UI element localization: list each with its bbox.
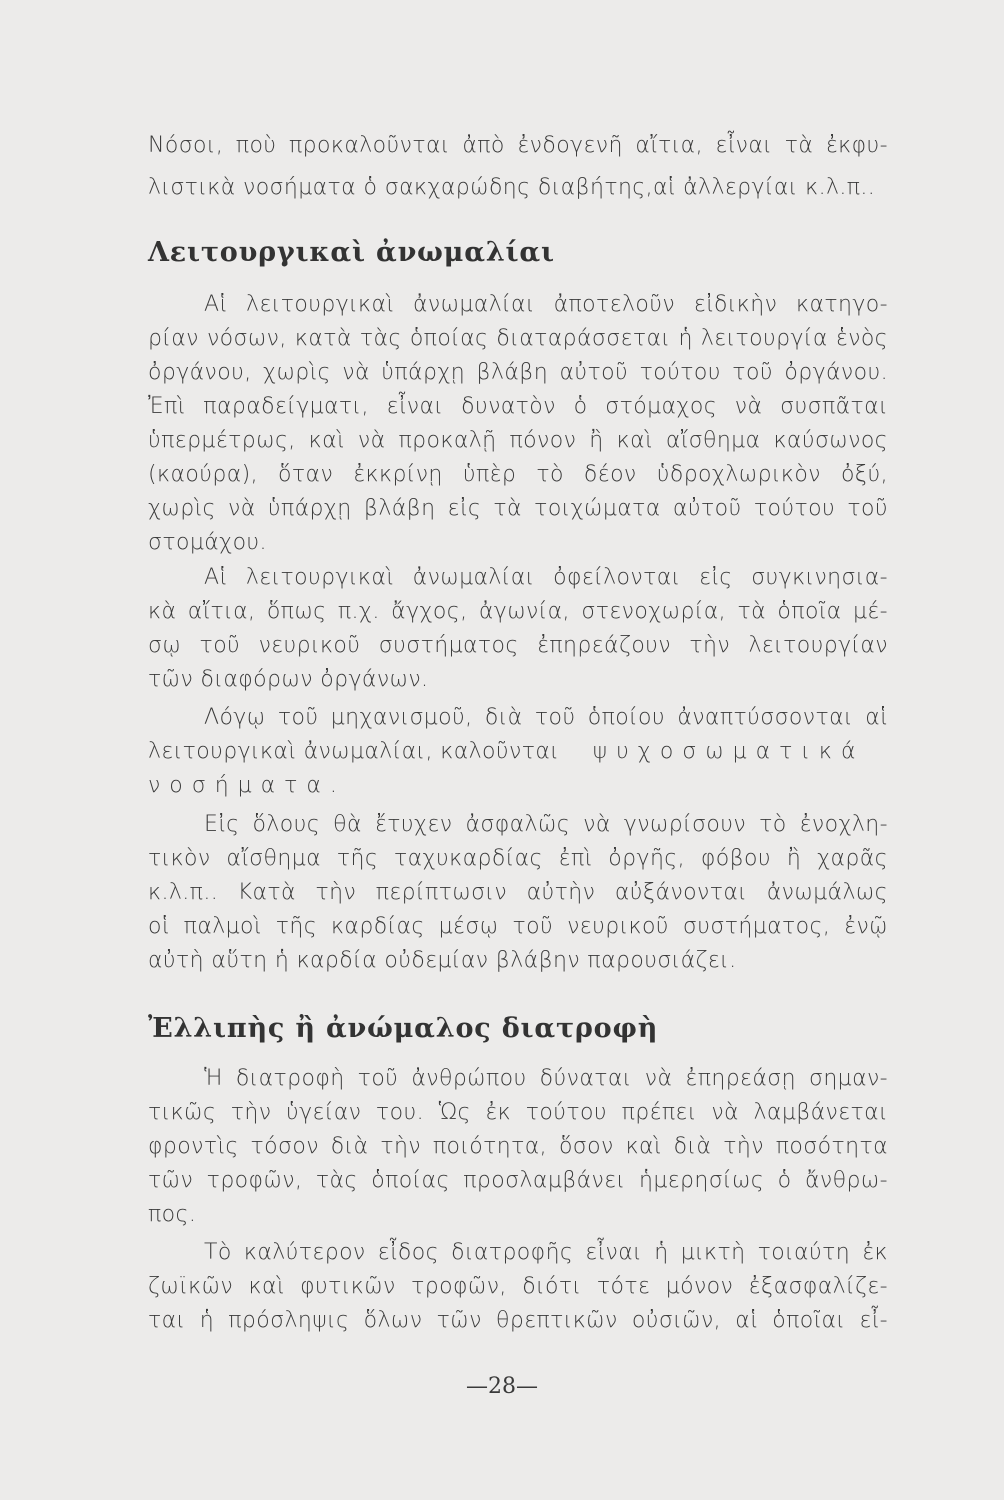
paragraph-line: Αἱ λειτουργικαὶ ἀνωμαλίαι ὀφείλονται εἰς συγκινησια-	[204, 565, 888, 590]
paragraph-line: οἱ παλμοὶ τῆς καρδίας μέσῳ τοῦ νευρικοῦ συστήματος, ἐνῷ	[148, 914, 888, 939]
intro-line-2: λιστικὰ νοσήματα ὁ σακχαρώδης διαβήτης,αἱ ἀλλεργίαι κ.λ.π..	[148, 175, 876, 200]
paragraph-line: φροντὶς τόσον διὰ τὴν ποιότητα, ὅσον καὶ διὰ τὴν ποσότητα	[148, 1134, 888, 1159]
paragraph-line: Λόγῳ τοῦ μηχανισμοῦ, διὰ τοῦ ὁποίου ἀναπτύσσονται αἱ	[204, 705, 888, 730]
paragraph-line: Τὸ καλύτερον εἶδος διατροφῆς εἶναι ἡ μικτὴ τοιαύτη ἐκ	[204, 1240, 888, 1265]
paragraph-line: Ἐπὶ παραδείγματι, εἶναι δυνατὸν ὁ στόμαχος νὰ συσπᾶται	[148, 394, 888, 419]
paragraph-text: λειτουργικαὶ ἀνωμαλίαι, καλοῦνται	[148, 739, 560, 764]
paragraph-line: ζωϊκῶν καὶ φυτικῶν τροφῶν, διότι τότε μόνον ἐξασφαλίζε-	[148, 1274, 888, 1299]
paragraph-line: χωρὶς νὰ ὑπάρχῃ βλάβη εἰς τὰ τοιχώματα αὐτοῦ τούτου τοῦ	[148, 496, 888, 521]
paragraph-line: τῶν τροφῶν, τὰς ὁποίας προσλαμβάνει ἡμερησίως ὁ ἄνθρω-	[148, 1168, 888, 1193]
paragraph-line: Αἱ λειτουργικαὶ ἀνωμαλίαι ἀποτελοῦν εἰδικὴν κατηγο-	[204, 292, 888, 317]
emphasized-term: ψυχοσωματικά	[592, 739, 865, 764]
paragraph-line: τικῶς τὴν ὑγείαν του. Ὡς ἐκ τούτου πρέπει νὰ λαμβάνεται	[148, 1100, 888, 1125]
paragraph-line: κὰ αἴτια, ὅπως π.χ. ἄγχος, ἀγωνία, στενοχωρία, τὰ ὁποῖα μέ-	[148, 599, 888, 624]
section-heading-functional-anomalies: Λειτουργικαὶ ἀνωμαλίαι	[148, 237, 555, 268]
emphasized-term-continued: νοσήματα.	[148, 773, 346, 798]
paragraph-line: (καούρα), ὅταν ἐκκρίνῃ ὑπὲρ τὸ δέον ὑδροχλωρικὸν ὀξύ,	[148, 462, 888, 487]
intro-line-1: Νόσοι, ποὺ προκαλοῦνται ἀπὸ ἐνδογενῆ αἴτια, εἶναι τὰ ἐκφυ-	[148, 133, 888, 158]
paragraph-line: ὑπερμέτρως, καὶ νὰ προκαλῇ πόνον ἢ καὶ αἴσθημα καύσωνος	[148, 428, 888, 453]
paragraph-line: Ἡ διατροφὴ τοῦ ἀνθρώπου δύναται νὰ ἐπηρεάσῃ σημαν-	[204, 1066, 888, 1091]
paragraph-line: πος.	[148, 1202, 197, 1227]
paragraph-line: ται ἡ πρόσληψις ὅλων τῶν θρεπτικῶν οὐσιῶν, αἱ ὁποῖαι εἶ-	[148, 1308, 888, 1333]
paragraph-line: ὀργάνου, χωρὶς νὰ ὑπάρχῃ βλάβη αὐτοῦ τούτου τοῦ ὀργάνου.	[148, 360, 888, 385]
section-heading-nutrition: Ἐλλιπὴς ἢ ἀνώμαλος διατροφὴ	[148, 1013, 659, 1044]
page-number: —28—	[466, 1374, 538, 1399]
paragraph-line: κ.λ.π.. Κατὰ τὴν περίπτωσιν αὐτὴν αὐξάνονται ἀνωμάλως	[148, 880, 888, 905]
paragraph-line: ρίαν νόσων, κατὰ τὰς ὁποίας διαταράσσεται ἡ λειτουργία ἑνὸς	[148, 326, 888, 351]
paragraph-line: στομάχου.	[148, 530, 267, 555]
paragraph-line: αὐτὴ αὕτη ἡ καρδία οὐδεμίαν βλάβην παρουσιάζει.	[148, 948, 737, 973]
paragraph-line: σῳ τοῦ νευρικοῦ συστήματος ἐπηρεάζουν τὴν λειτουργίαν	[148, 633, 888, 658]
paragraph-line: Εἰς ὅλους θὰ ἔτυχεν ἀσφαλῶς νὰ γνωρίσουν τὸ ἐνοχλη-	[204, 812, 888, 837]
paragraph-line-mixed	[148, 737, 888, 767]
paragraph-line: τικὸν αἴσθημα τῆς ταχυκαρδίας ἐπὶ ὀργῆς, φόβου ἢ χαρᾶς	[148, 846, 888, 871]
paragraph-line: τῶν διαφόρων ὀργάνων.	[148, 667, 429, 692]
